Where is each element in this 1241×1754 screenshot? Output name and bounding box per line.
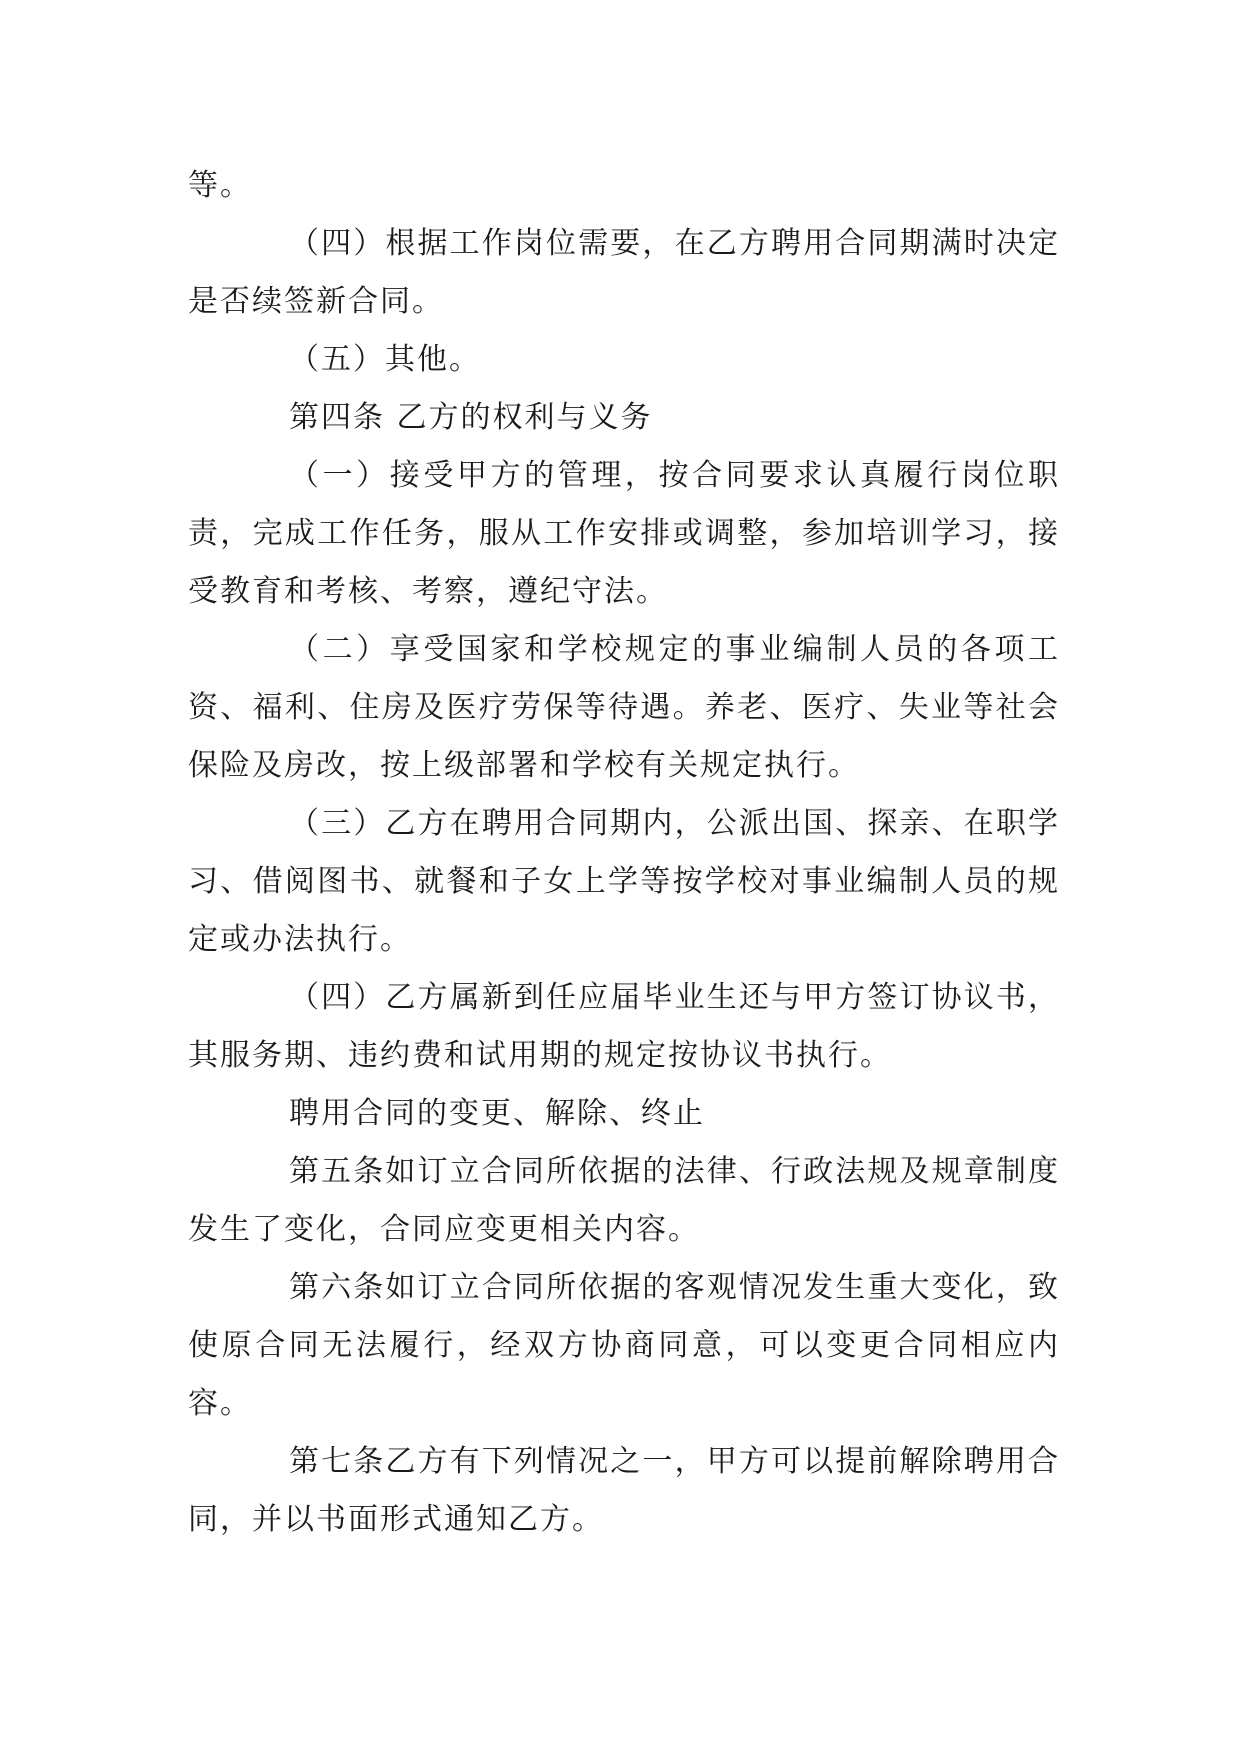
paragraph-article-4-item-3: （三）乙方在聘用合同期内，公派出国、探亲、在职学习、借阅图书、就餐和子女上学等按学校对事业编制人员的规定或办法执行。: [188, 806, 1060, 957]
paragraph-article-4-item-4: （四）乙方属新到任应届毕业生还与甲方签订协议书，其服务期、违约费和试用期的规定按协议书执行。: [188, 980, 1060, 1073]
document-body: [188, 157, 1060, 1549]
paragraph-continuation: 等。: [188, 168, 252, 203]
article-4-heading: 第四条 乙方的权利与义务: [289, 400, 653, 435]
paragraph-article-7: 第七条乙方有下列情况之一，甲方可以提前解除聘用合同，并以书面形式通知乙方。: [188, 1444, 1060, 1537]
paragraph-article-4-item-1: （一）接受甲方的管理，按合同要求认真履行岗位职责，完成工作任务，服从工作安排或调整，参加培训学习，接受教育和考核、考察，遵纪守法。: [188, 458, 1060, 609]
paragraph-clause-3-item-4: （四）根据工作岗位需要，在乙方聘用合同期满时决定是否续签新合同。: [188, 226, 1060, 319]
paragraph-article-6: 第六条如订立合同所依据的客观情况发生重大变化，致使原合同无法履行，经双方协商同意，可以变更合同相应内容。: [188, 1270, 1060, 1421]
paragraph-article-5: 第五条如订立合同所依据的法律、行政法规及规章制度发生了变化，合同应变更相关内容。: [188, 1154, 1060, 1247]
paragraph-clause-3-item-5: （五）其他。: [289, 342, 481, 377]
section-heading-contract-changes: 聘用合同的变更、解除、终止: [289, 1096, 705, 1131]
paragraph-article-4-item-2: （二）享受国家和学校规定的事业编制人员的各项工资、福利、住房及医疗劳保等待遇。养老、医疗、失业等社会保险及房改，按上级部署和学校有关规定执行。: [188, 632, 1060, 783]
